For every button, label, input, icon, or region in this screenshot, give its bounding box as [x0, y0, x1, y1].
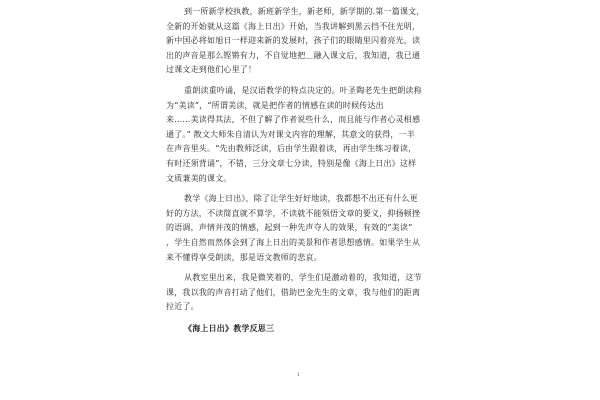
paragraph-4	[166, 271, 444, 315]
text-line: 的语调，声情并茂的情感，起到一种先声夺人的效果，有效的“美读”	[166, 223, 413, 233]
text-line: 拉近了。	[166, 302, 199, 312]
paragraph-2	[166, 84, 444, 186]
text-line: ，学生自然而然体会到了海上日出的美景和作者思想感情。如果学生从	[166, 237, 421, 247]
text-line: 出的声音是那么铿锵有力，不自觉地把＿融入课文后，我知道，我已通	[166, 50, 421, 60]
text-line: 来……美读得其法，不但了解了作者说些什么，而且能与作者心灵相感	[166, 115, 421, 125]
text-line: 到一所新学校执教，新班新学生，新老师，新学期的.第一篇课文，	[184, 7, 425, 16]
text-line: 为“美读”，“所谓美读，就是把作者的情感在读的时候传达出	[166, 100, 384, 110]
text-line: 有时还须背诵”，不错，三分文章七分读，特别是像《海上日出》这样	[166, 158, 417, 168]
document-body	[166, 0, 444, 335]
text-line: 来不懂得享受朗读，那是语文教师的悲哀。	[166, 252, 322, 262]
text-line: 通了。” 散文大师朱自清认为对课文内容的理解，其意文的获得，一半	[166, 129, 416, 139]
text-line: 课，我以我的声音打动了他们，借助巴金先生的文章，我与他们的距离	[166, 287, 421, 297]
text-line: 从教室里出来，我是微笑着的，学生们是激动着的，我知道，这节	[184, 273, 422, 283]
paragraph-1	[166, 5, 444, 78]
text-line: 重朗读重吟诵，是汉语教学的特点决定的。叶圣陶老先生把朗读称	[184, 85, 422, 95]
text-line: 教学《海上日出》，除了让学生好好地读，我都想不出还有什么更	[184, 194, 418, 204]
text-line: 新中国必将如旭日一样迎来新的发展时，孩子们的眼睛里闪着亮光，读	[166, 36, 421, 46]
section-heading: 《海上日出》教学反思三	[184, 322, 275, 333]
paragraph-3	[166, 192, 444, 265]
text-line: 全新的开始就从这篇《海上日出》开始，当我讲解到黑云挡不住光明，	[166, 21, 421, 31]
text-line: 在声音里头。“先由教师泛读，后由学生跟着读，再由学生练习着读，	[166, 144, 417, 154]
page-number: 1	[297, 372, 301, 378]
text-line: 文质兼美的课文。	[166, 173, 232, 183]
text-line: 过课文走到他们心里了！	[166, 65, 257, 75]
text-line: 好的方法，不读简直就不算学，不读就不能领悟文章的要义，抑扬顿挫	[166, 208, 421, 218]
